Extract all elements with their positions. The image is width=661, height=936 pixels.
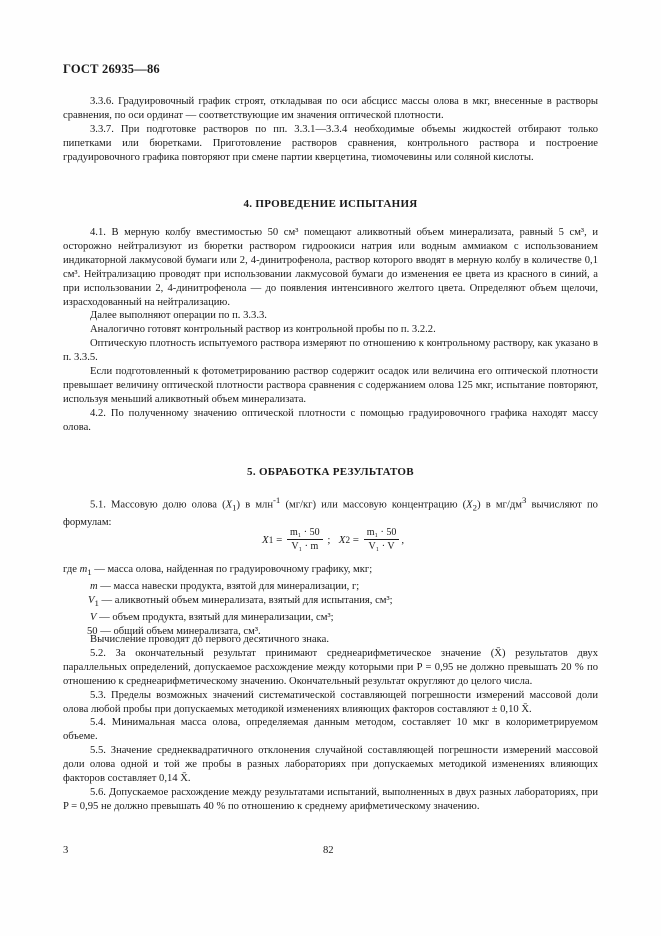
section-4-title: 4. ПРОВЕДЕНИЕ ИСПЫТАНИЯ [243,198,418,210]
p51-text-d: ) в мг/дм [477,499,522,511]
p51-sup2: 3 [521,495,527,505]
def-text: — масса навески продукта, взятой для минерализации, г; [97,581,360,593]
formula-num1: m₁ · 50 [287,527,323,540]
formula-fraction-2 [364,527,400,552]
paragraph-3-3-7: 3.3.7. При подготовке растворов по пп. 3.3.1—3.3.4 необходимые объемы жидкостей отбирают только пипетками или бюретками. Приготовление растворов сравнения, контрольного раствора и построение градуировочного графика повторяют при смене партии кверцетина, тиомочевины или соляной кислоты. [63,123,598,163]
paragraph-3-3-6: 3.3.6. Градуировочный график строят, откладывая по оси абсцисс массы олова в мкг, внесенные в растворы сравнения, по оси ординат — соответствующие им значения оптической плотности. [63,96,598,121]
paragraph-4-1-b: Далее выполняют операции по п. 3.3.3. [90,310,267,322]
paragraph-4-1-c: Аналогично готовят контрольный раствор из контрольной пробы по п. 3.2.2. [90,324,436,336]
formula [262,527,404,552]
paragraph-4-2: 4.2. По полученному значению оптической плотности с помощью градуировочного графика находят массу олова. [63,407,598,433]
def-symbol: V [88,594,95,606]
document-code: ГОСТ 26935—86 [63,62,160,76]
p51-x2-sub: 2 [472,502,478,513]
definition-v1 [63,594,598,611]
def-sub: 1 [87,567,92,578]
section-4-body [63,226,598,435]
paragraph-5-6: 5.6. Допускаемое расхождение между результатами испытаний, выполненных в двух разных лабораториях, при P = 0,95 не должно превышать 40 % по отношению к среднему арифметическому значению. [63,786,598,812]
def-sub: 1 [94,598,99,609]
formula-fraction-1 [287,527,323,552]
formula-x2: X [338,533,346,546]
formula-num2: m₁ · 50 [364,527,400,540]
page-number-left: 3 [63,845,69,856]
p51-text-e: вычисляют по формулам: [63,499,598,528]
p51-sup1: -1 [272,495,281,505]
formula-den2: V₁ · V [368,541,395,552]
section-5-title: 5. ОБРАБОТКА РЕЗУЛЬТАТОВ [247,466,414,478]
def-symbol: m [90,581,98,593]
paragraph-5-4: 5.4. Минимальная масса олова, определяемая данным методом, составляет 10 мкг в колориметрируемом объеме. [63,717,598,743]
paragraph-5-3: 5.3. Пределы возможных значений систематической составляющей погрешности измерений массовой доли олова любой пробы при допускаемых методикой изменениях влияющих факторов составляют ± 0,10 X̄. [63,689,598,715]
paragraph-4-1-d: Оптическую плотность испытуемого раствора измеряют по отношению к контрольному раствору, как указано в п. 3.3.5. [63,338,598,364]
paragraph-4-1: 4.1. В мерную колбу вместимостью 50 см³ помещают аликвотный объем минерализата, равный 5 см³, и осторожно нейтрализуют из бюретки раствором гидроокиси натрия или водным аммиаком с использованием индикаторной лакмусовой бумаги или 2, 4-динитрофенола, раствор которого вводят в мерную колбу в количестве 0,1 см³. Нейтрализацию проводят при использовании лакмусовой бумаги до изменения ее цвета из красного в синий, а при использовании 2, 4-динитрофенола — до появления интенсивного желтого цвета. Определяют объем щелочи, израсходованный на нейтрализацию. [63,227,598,308]
def-text: — аликвотный объем минерализата, взятый для испытания, см³; [98,594,393,606]
paragraph-4-1-e: Если подготовленный к фотометрированию раствор содержит осадок или величина его оптической плотности превышает величину оптической плотности раствора сравнения с содержанием олова 125 мкг, испытание повторяют, используя меньший аликвотный объем минерализата. [63,366,598,405]
definition-m [63,580,598,594]
formula-x1: X [262,533,269,546]
p51-text-b: ) в млн [236,499,273,511]
formula-eq1: = [273,533,286,546]
formula-den1: V₁ · m [291,541,319,552]
definition-m1 [63,563,598,580]
section-3-continued [63,95,598,165]
def-prefix: где [63,564,80,575]
p51-x2: X [466,499,473,511]
formula-x2-sub: 2 [345,534,351,545]
p51-x1-sub: 1 [232,502,237,513]
formula-eq2: = [350,533,362,546]
def-text: — масса олова, найденная по градуировочному графику, мкг; [91,564,373,575]
paragraph-5-2: 5.2. За окончательный результат принимают среднеарифметическое значение (X̄) результатов двух параллельных определений, допускаемое расхождение между которыми при P = 0,95 не должно превышать 20 % по отношению к среднеарифметическому значению. Окончательный результат округляют до целого числа. [63,647,598,687]
paragraph-5-5: 5.5. Значение среднеквадратичного отклонения случайной составляющей погрешности измерений массовой доли олова одной и той же пробы в разных лабораториях при допускаемых методикой изменениях влияющих факторов составляет 0,14 X̄. [63,745,598,785]
formula-end: , [401,533,405,546]
def-symbol: m [79,564,88,575]
section-5-body [63,633,598,814]
def-text: — объем продукта, взятый для минерализации, см³; [96,611,334,623]
def-symbol: 50 [87,625,98,637]
p51-text-a: 5.1. Массовую долю олова ( [90,499,226,511]
formula-sep: ; [324,533,339,546]
definition-v [63,611,598,625]
p51-x1: X [225,499,233,511]
paragraph-5-1 [63,494,598,529]
def-symbol: V [90,611,97,623]
formula-x1-sub: 1 [268,534,274,545]
p51-text-c: (мг/кг) или массовую концентрацию ( [280,499,467,511]
paragraph-5-1-f: Вычисление проводят до первого десятичного знака. [90,634,329,645]
def-text: — общий объем минерализата, см³. [97,625,261,637]
definitions-list [63,563,598,639]
page-number-center: 82 [323,845,334,856]
